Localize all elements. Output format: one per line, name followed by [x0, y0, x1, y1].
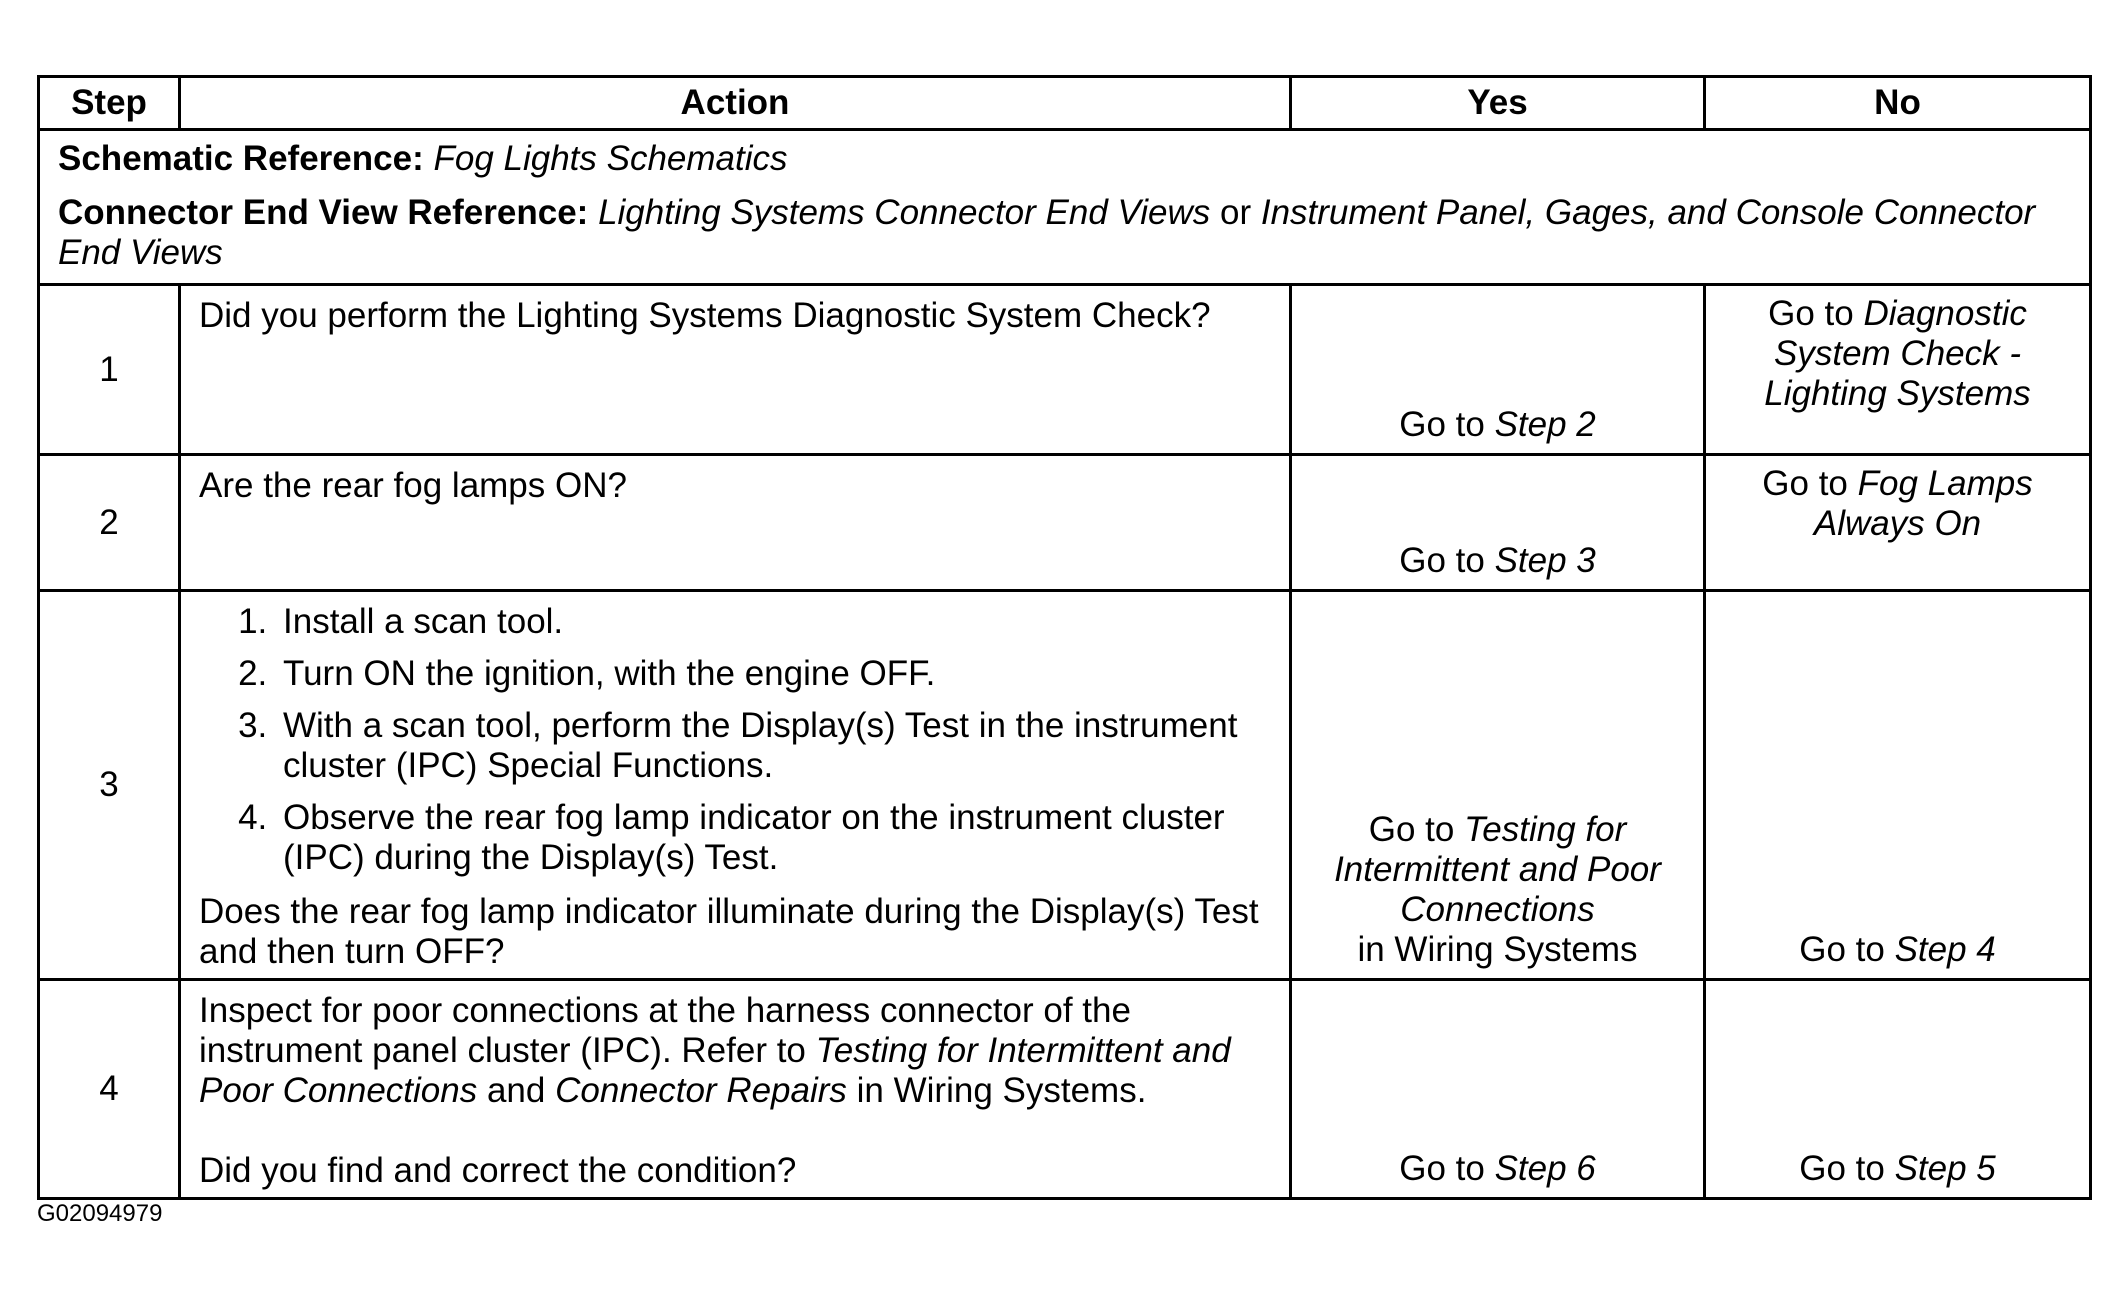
step-row-3 — [39, 591, 2091, 980]
yes-link[interactable]: Step 2 — [1494, 405, 1596, 444]
yes-cell — [1291, 591, 1705, 980]
header-step: Step — [39, 77, 180, 130]
step-action — [180, 285, 1291, 455]
figure-id: G02094979 — [37, 1200, 163, 1227]
step-question: Did you find and correct the condition? — [199, 1151, 797, 1190]
action-link-connector-repairs[interactable]: Connector Repairs — [555, 1071, 847, 1110]
no-prefix: Go to — [1768, 294, 1854, 333]
schematic-reference-link[interactable]: Fog Lights Schematics — [433, 139, 788, 178]
step-action — [180, 591, 1291, 980]
step-number: 2 — [39, 455, 180, 591]
step-row-2 — [39, 455, 2091, 591]
no-prefix: Go to — [1799, 930, 1885, 969]
diagnostic-table-container — [37, 75, 2089, 1200]
step-action-text: Did you perform the Lighting Systems Diagnostic System Check? — [199, 296, 1211, 335]
no-link[interactable]: Step 5 — [1894, 1149, 1996, 1188]
yes-prefix: Go to — [1368, 810, 1455, 849]
connector-reference-link-2[interactable]: Instrument Panel, Gages, and Console Connector End Views — [58, 193, 2036, 272]
step-number: 1 — [39, 285, 180, 455]
reference-row — [39, 130, 2091, 285]
yes-link[interactable]: Testing for Intermittent and Poor Connections — [1334, 810, 1661, 929]
header-no: No — [1705, 77, 2091, 130]
connector-reference-or: or — [1219, 193, 1252, 232]
no-link[interactable]: Fog Lamps Always On — [1813, 464, 2033, 543]
procedure-list — [199, 602, 1271, 878]
connector-reference-link-1[interactable]: Lighting Systems Connector End Views — [598, 193, 1211, 232]
connector-reference — [58, 193, 2071, 273]
no-cell — [1705, 285, 2091, 455]
step-action-text: Are the rear fog lamps ON? — [199, 466, 627, 505]
header-row — [39, 77, 2091, 130]
step-row-1 — [39, 285, 2091, 455]
reference-cell — [39, 130, 2091, 285]
yes-prefix: Go to — [1399, 541, 1485, 580]
spacer — [199, 1111, 1271, 1151]
procedure-item: 3. With a scan tool, perform the Display(s) Test in the instrument cluster (IPC) Special Functions. — [277, 706, 1271, 786]
no-prefix: Go to — [1762, 464, 1848, 503]
procedure-item: 4. Observe the rear fog lamp indicator on the instrument cluster (IPC) during the Display(s) Test. — [277, 798, 1271, 878]
schematic-reference — [58, 139, 2071, 179]
no-link[interactable]: Diagnostic System Check - Lighting Systems — [1764, 294, 2031, 413]
yes-prefix: Go to — [1399, 405, 1485, 444]
procedure-item: 1. Install a scan tool. — [277, 602, 1271, 642]
header-yes: Yes — [1291, 77, 1705, 130]
step-action — [180, 980, 1291, 1199]
yes-cell — [1291, 285, 1705, 455]
connector-reference-label: Connector End View Reference: — [58, 193, 589, 232]
no-cell — [1705, 455, 2091, 591]
yes-link[interactable]: Step 6 — [1494, 1149, 1596, 1188]
no-cell — [1705, 980, 2091, 1199]
no-prefix: Go to — [1799, 1149, 1885, 1188]
action-text-and: and — [486, 1071, 546, 1110]
step-number: 4 — [39, 980, 180, 1199]
yes-cell — [1291, 980, 1705, 1199]
yes-cell — [1291, 455, 1705, 591]
step-action — [180, 455, 1291, 591]
no-link[interactable]: Step 4 — [1894, 930, 1996, 969]
yes-prefix: Go to — [1399, 1149, 1485, 1188]
no-cell — [1705, 591, 2091, 980]
step-number: 3 — [39, 591, 180, 980]
action-link-testing[interactable]: Testing for Intermittent and Poor Connections — [199, 1031, 1231, 1110]
action-text-part1: Inspect for poor connections at the harness connector of the instrument panel cluster (IPC). Refer to — [199, 991, 1131, 1070]
yes-link[interactable]: Step 3 — [1494, 541, 1596, 580]
step-row-4 — [39, 980, 2091, 1199]
diagnostic-table — [37, 75, 2092, 1200]
header-action: Action — [180, 77, 1291, 130]
schematic-reference-label: Schematic Reference: — [58, 139, 424, 178]
action-text-part2: in Wiring Systems. — [856, 1071, 1147, 1110]
procedure-item: 2. Turn ON the ignition, with the engine OFF. — [277, 654, 1271, 694]
step-question: Does the rear fog lamp indicator illuminate during the Display(s) Test and then turn OFF? — [199, 892, 1259, 971]
yes-suffix: in Wiring Systems — [1357, 930, 1638, 969]
step-action-text — [199, 991, 1271, 1111]
